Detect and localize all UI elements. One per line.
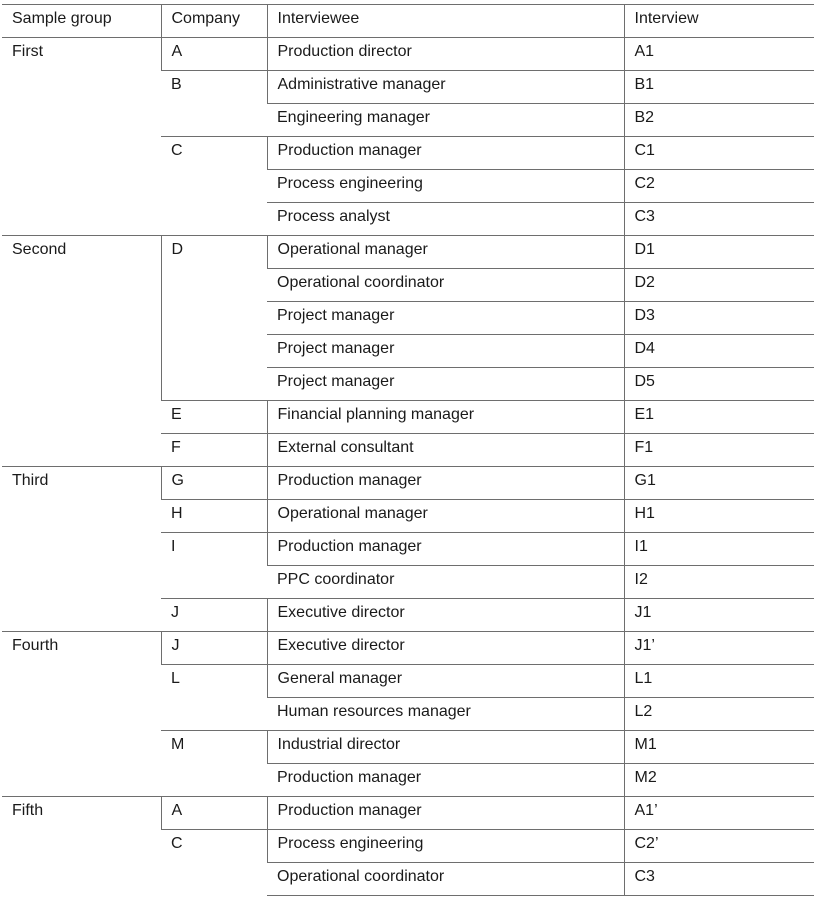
company-cell: C bbox=[161, 137, 267, 236]
interview-code-cell: D4 bbox=[624, 335, 814, 368]
interview-code-cell: C1 bbox=[624, 137, 814, 170]
interviewee-cell: Production manager bbox=[267, 467, 624, 500]
table-row bbox=[2, 38, 814, 71]
company-cell: M bbox=[161, 731, 267, 797]
interview-code-cell: L1 bbox=[624, 665, 814, 698]
interviewee-cell: Production manager bbox=[267, 533, 624, 566]
header-interviewee: Interviewee bbox=[267, 5, 624, 38]
interview-code-cell: C3 bbox=[624, 863, 814, 896]
table-row bbox=[2, 797, 814, 830]
table-row bbox=[2, 632, 814, 665]
interviewee-cell: External consultant bbox=[267, 434, 624, 467]
interview-code-cell: A1’ bbox=[624, 797, 814, 830]
interview-code-cell: C3 bbox=[624, 203, 814, 236]
header-sample-group: Sample group bbox=[2, 5, 161, 38]
company-cell: B bbox=[161, 71, 267, 137]
interviewee-cell: Project manager bbox=[267, 302, 624, 335]
interviewee-cell: Human resources manager bbox=[267, 698, 624, 731]
sample-group-cell: Fifth bbox=[2, 797, 161, 896]
interviewee-cell: Operational coordinator bbox=[267, 863, 624, 896]
interview-code-cell: G1 bbox=[624, 467, 814, 500]
company-cell: J bbox=[161, 599, 267, 632]
interview-code-cell: B1 bbox=[624, 71, 814, 104]
interviewee-cell: Project manager bbox=[267, 368, 624, 401]
interview-code-cell: D3 bbox=[624, 302, 814, 335]
company-cell: F bbox=[161, 434, 267, 467]
interview-code-cell: D2 bbox=[624, 269, 814, 302]
interview-code-cell: L2 bbox=[624, 698, 814, 731]
company-cell: A bbox=[161, 38, 267, 71]
interviewee-cell: Process engineering bbox=[267, 170, 624, 203]
interviewee-cell: General manager bbox=[267, 665, 624, 698]
sample-group-cell: Second bbox=[2, 236, 161, 467]
interviewee-cell: Operational coordinator bbox=[267, 269, 624, 302]
interview-code-cell: M2 bbox=[624, 764, 814, 797]
interview-code-cell: B2 bbox=[624, 104, 814, 137]
interviewee-cell: Operational manager bbox=[267, 500, 624, 533]
interviewee-cell: Process engineering bbox=[267, 830, 624, 863]
interview-code-cell: J1 bbox=[624, 599, 814, 632]
interview-code-cell: C2’ bbox=[624, 830, 814, 863]
interviewee-cell: Project manager bbox=[267, 335, 624, 368]
table-header bbox=[2, 5, 814, 38]
interview-code-cell: E1 bbox=[624, 401, 814, 434]
sample-group-cell: Third bbox=[2, 467, 161, 632]
company-cell: L bbox=[161, 665, 267, 731]
interviewee-cell: Operational manager bbox=[267, 236, 624, 269]
company-cell: D bbox=[161, 236, 267, 401]
interviewee-cell: Production manager bbox=[267, 764, 624, 797]
interview-code-cell: F1 bbox=[624, 434, 814, 467]
company-cell: G bbox=[161, 467, 267, 500]
interviewee-cell: Administrative manager bbox=[267, 71, 624, 104]
company-cell: C bbox=[161, 830, 267, 896]
interviewee-cell: Production manager bbox=[267, 137, 624, 170]
interviewee-cell: Executive director bbox=[267, 599, 624, 632]
table-row bbox=[2, 467, 814, 500]
interview-code-cell: A1 bbox=[624, 38, 814, 71]
interviewee-cell: Industrial director bbox=[267, 731, 624, 764]
company-cell: A bbox=[161, 797, 267, 830]
sample-group-cell: Fourth bbox=[2, 632, 161, 797]
interviewee-cell: Engineering manager bbox=[267, 104, 624, 137]
interview-code-cell: C2 bbox=[624, 170, 814, 203]
interviewee-cell: Production director bbox=[267, 38, 624, 71]
header-row bbox=[2, 5, 814, 38]
table-row bbox=[2, 236, 814, 269]
interview-table bbox=[2, 4, 814, 896]
interview-code-cell: J1’ bbox=[624, 632, 814, 665]
company-cell: E bbox=[161, 401, 267, 434]
company-cell: H bbox=[161, 500, 267, 533]
company-cell: J bbox=[161, 632, 267, 665]
interviewee-cell: Financial planning manager bbox=[267, 401, 624, 434]
company-cell: I bbox=[161, 533, 267, 599]
interview-code-cell: I1 bbox=[624, 533, 814, 566]
header-interview: Interview bbox=[624, 5, 814, 38]
interviewee-cell: PPC coordinator bbox=[267, 566, 624, 599]
header-company: Company bbox=[161, 5, 267, 38]
interview-code-cell: D1 bbox=[624, 236, 814, 269]
interviewee-cell: Process analyst bbox=[267, 203, 624, 236]
interview-code-cell: D5 bbox=[624, 368, 814, 401]
table-body bbox=[2, 38, 814, 896]
interview-code-cell: H1 bbox=[624, 500, 814, 533]
interviewee-cell: Executive director bbox=[267, 632, 624, 665]
interviewee-cell: Production manager bbox=[267, 797, 624, 830]
interview-code-cell: M1 bbox=[624, 731, 814, 764]
sample-group-cell: First bbox=[2, 38, 161, 236]
interview-code-cell: I2 bbox=[624, 566, 814, 599]
